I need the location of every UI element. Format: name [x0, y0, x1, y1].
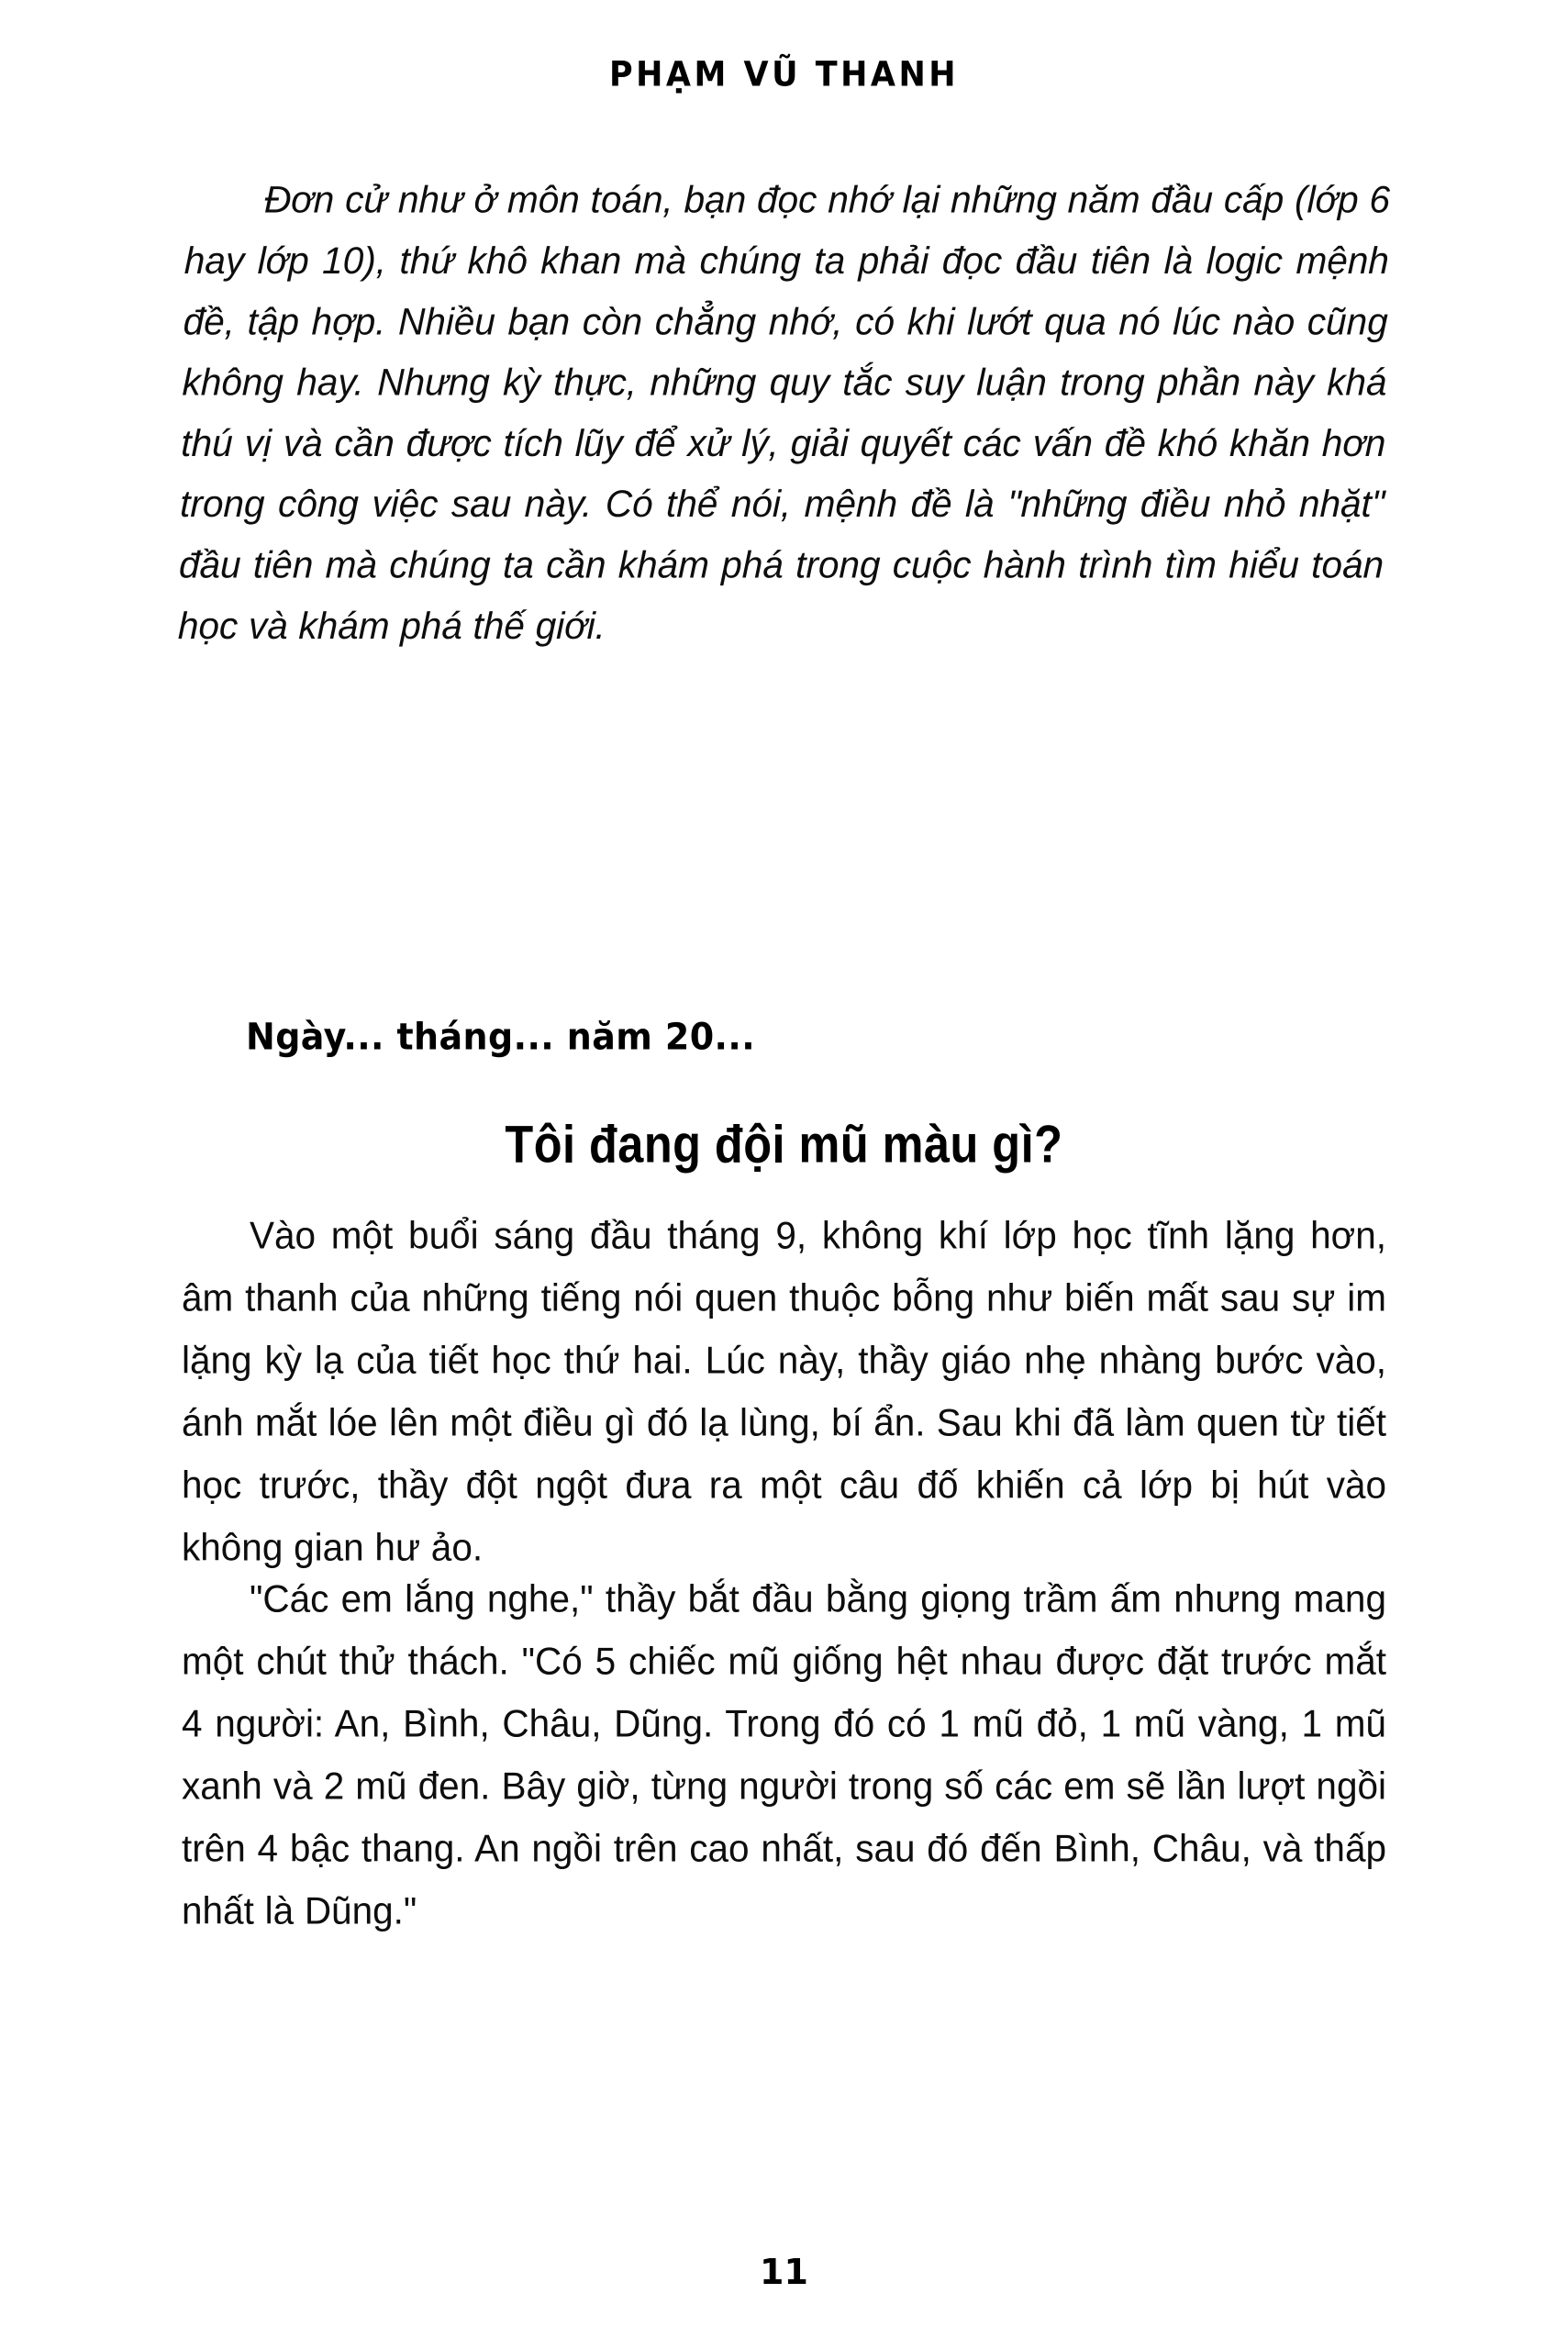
running-head [0, 57, 1568, 94]
entry-date-line: Ngày... tháng... năm 20... [246, 1015, 756, 1059]
intro-text-column [177, 174, 1391, 651]
entry-paragraph-2: "Các em lắng nghe," thầy bắt đầu bằng giọng trầm ấm nhưng mang một chút thử thách. "Có 5 chiếc mũ giống hệt nhau được đặt trước mắt 4 người: An, Bình, Châu, Dũng. Trong đó có 1 mũ đỏ, 1 mũ vàng, 1 mũ xanh và 2 mũ đen. Bây giờ, từng người trong số các em sẽ lần lượt ngồi trên 4 bậc thang. An ngồi trên cao nhất, sau đó đến Bình, Châu, và thấp nhất là Dũng." [182, 1576, 1386, 1932]
entry-paragraph-1: Vào một buổi sáng đầu tháng 9, không khí lớp học tĩnh lặng hơn, âm thanh của những tiếng nói quen thuộc bỗng như biến mất sau sự im lặng kỳ lạ của tiết học thứ hai. Lúc này, thầy giáo nhẹ nhàng bước vào, ánh mắt lóe lên một điều gì đó lạ lùng, bí ẩn. Sau khi đã làm quen từ tiết học trước, thầy đột ngột đưa ra một câu đố khiến cả lớp bị hút vào không gian hư ảo. [182, 1213, 1386, 1569]
entry-text-column [182, 1209, 1386, 1936]
entry-title [0, 1118, 1568, 1173]
entry-title-text: Tôi đang đội mũ màu gì? [505, 1116, 1063, 1174]
running-head-text: PHẠM VŨ THANH [608, 55, 960, 95]
intro-paragraph: Đơn cử như ở môn toán, bạn đọc nhớ lại những năm đầu cấp (lớp 6 hay lớp 10), thứ khô khan mà chúng ta phải đọc đầu tiên là logic mệnh đề, tập hợp. Nhiều bạn còn chẳng nhớ, có khi lướt qua nó lúc nào cũng không hay. Nhưng kỳ thực, những quy tắc suy luận trong phần này khá thú vị và cần được tích lũy để xử lý, giải quyết các vấn đề khó khăn hơn trong công việc sau này. Có thể nói, mệnh đề là "những điều nhỏ nhặt" đầu tiên mà chúng ta cần khám phá trong cuộc hành trình tìm hiểu toán học và khám phá thế giới. [177, 177, 1391, 647]
page-number: 11 [760, 2252, 808, 2292]
